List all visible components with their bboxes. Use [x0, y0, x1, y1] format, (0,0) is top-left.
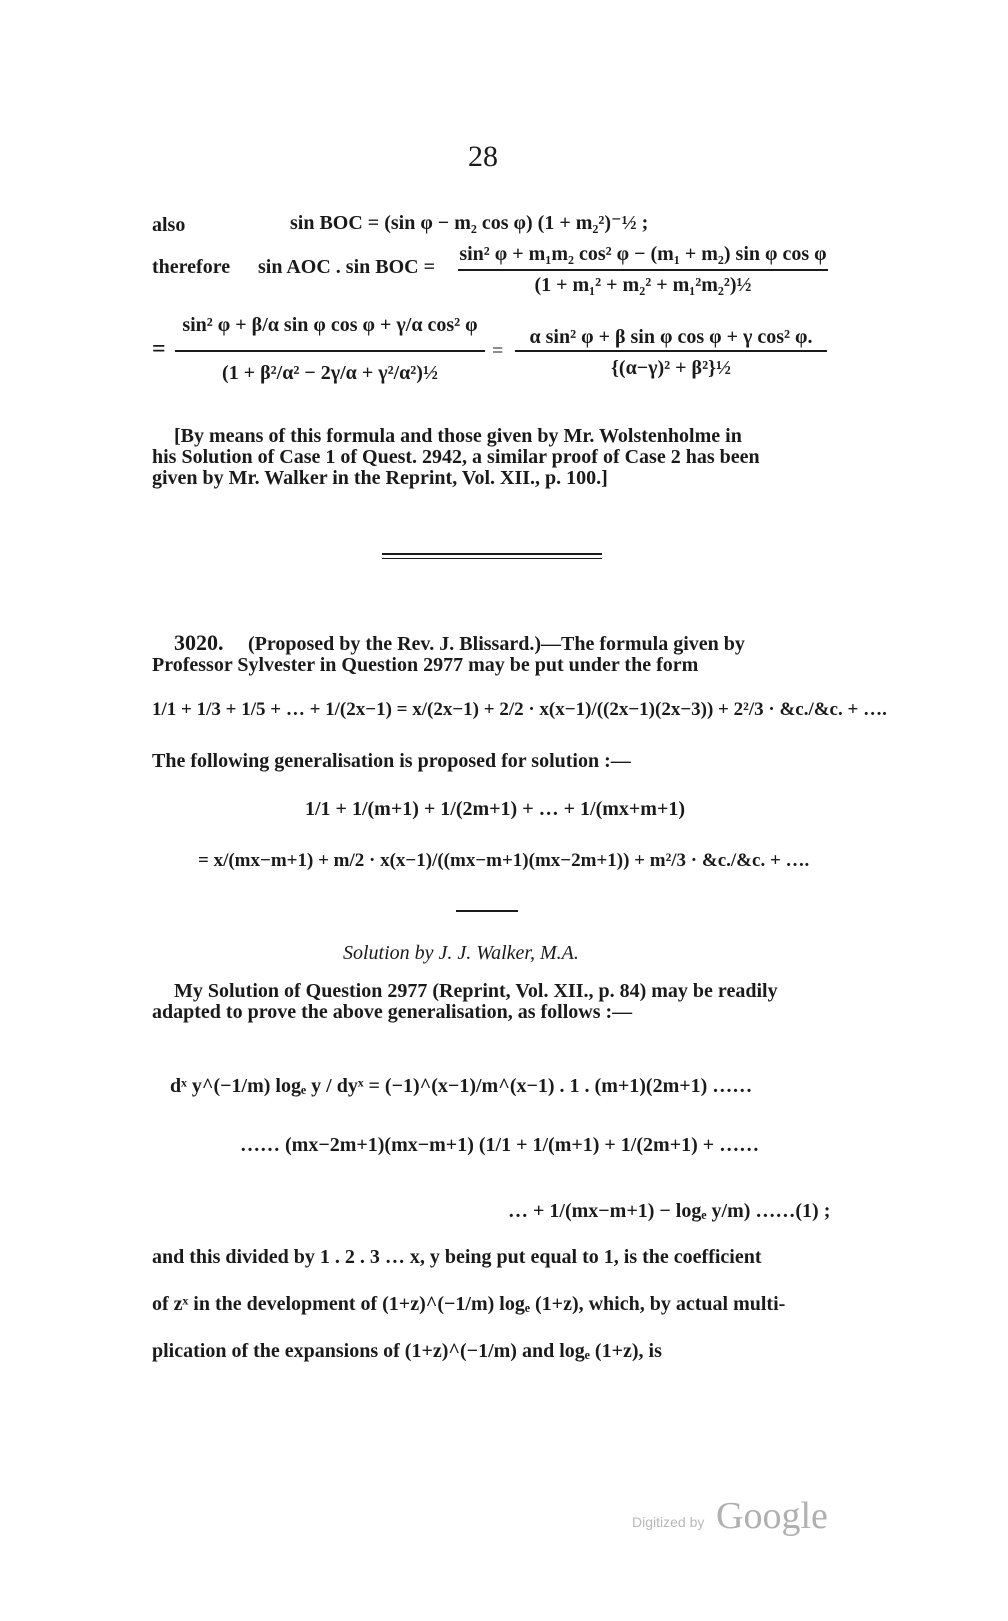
- big-denominator: (1 + β²/α² − 2γ/α + γ²/α²)½: [222, 362, 438, 384]
- rhs-denominator: {(α−γ)² + β²}½: [611, 357, 731, 379]
- page-number: 28: [468, 140, 498, 173]
- solution-heading: Solution by J. J. Walker, M.A.: [343, 942, 579, 964]
- product-denominator: (1 + m₁² + m₂² + m₁²m₂²)½: [534, 274, 752, 296]
- sin-product-lhs: sin AOC . sin BOC =: [258, 256, 436, 278]
- series-2-lhs: 1/1 + 1/(m+1) + 1/(2m+1) + … + 1/(mx+m+1): [305, 798, 685, 820]
- solution-para-1-line-2: adapted to prove the above generalisation, as follows :—: [152, 1001, 633, 1023]
- rhs-fraction-bar: [515, 350, 827, 352]
- equation-line-3: … + 1/(mx−m+1) − logₑ y/m) ……(1) ;: [508, 1200, 831, 1222]
- series-2-rhs: = x/(mx−m+1) + m/2 · x(x−1)/((mx−m+1)(mx−2m+1)) + m²/3 · &c./&c. + ….: [198, 850, 810, 871]
- solution-para-1-line-1: My Solution of Question 2977 (Reprint, Vol. XII., p. 84) may be readily: [174, 980, 778, 1002]
- equals-sign: =: [152, 336, 166, 362]
- solution-para-2-line-2: of zˣ in the development of (1+z)^(−1/m) logₑ (1+z), which, by actual multi-: [152, 1293, 786, 1315]
- section-divider-bottom: [382, 558, 602, 559]
- big-numerator: sin² φ + β/α sin φ cos φ + γ/α cos² φ: [182, 314, 478, 336]
- solution-para-2-line-1: and this divided by 1 . 2 . 3 … x, y being put equal to 1, is the coefficient: [152, 1246, 762, 1268]
- watermark-google-logo: Google: [716, 1495, 828, 1537]
- note-line-1: [By means of this formula and those given by Mr. Wolstenholme in: [174, 425, 742, 447]
- series-1: 1/1 + 1/3 + 1/5 + … + 1/(2x−1) = x/(2x−1) + 2/2 · x(x−1)/((2x−1)(2x−3)) + 2²/3 · &c./&c. + ….: [152, 699, 887, 720]
- question-intro-1: (Proposed by the Rev. J. Blissard.)—The formula given by: [248, 633, 745, 655]
- equation-line-1: dˣ y^(−1/m) logₑ y / dyˣ = (−1)^(x−1)/m^(x−1) . 1 . (m+1)(2m+1) ……: [170, 1075, 753, 1097]
- therefore-label: therefore: [152, 256, 231, 278]
- equation-line-2: …… (mx−2m+1)(mx−m+1) (1/1 + 1/(m+1) + 1/(2m+1) + ……: [240, 1134, 760, 1156]
- note-line-3: given by Mr. Walker in the Reprint, Vol. XII., p. 100.]: [152, 467, 608, 489]
- big-fraction-bar: [175, 350, 485, 352]
- watermark-digitized: Digitized by: [632, 1514, 705, 1530]
- section-divider-top: [382, 553, 602, 555]
- question-number: 3020.: [174, 630, 224, 655]
- product-fraction-bar: [458, 269, 828, 271]
- proposed-line: The following generalisation is proposed for solution :—: [152, 750, 631, 772]
- rhs-numerator: α sin² φ + β sin φ cos φ + γ cos² φ.: [529, 326, 813, 348]
- solution-para-2-line-3: plication of the expansions of (1+z)^(−1/m) and logₑ (1+z), is: [152, 1340, 662, 1362]
- sin-boc-equation: sin BOC = (sin φ − m₂ cos φ) (1 + m₂²)⁻½ ;: [290, 212, 649, 234]
- product-numerator: sin² φ + m₁m₂ cos² φ − (m₁ + m₂) sin φ cos φ: [459, 243, 827, 265]
- note-line-2: his Solution of Case 1 of Quest. 2942, a similar proof of Case 2 has been: [152, 446, 760, 468]
- equals-sign-2: =: [492, 340, 504, 362]
- short-divider: [456, 910, 518, 912]
- question-intro-2: Professor Sylvester in Question 2977 may be put under the form: [152, 654, 699, 676]
- also-label: also: [152, 214, 186, 236]
